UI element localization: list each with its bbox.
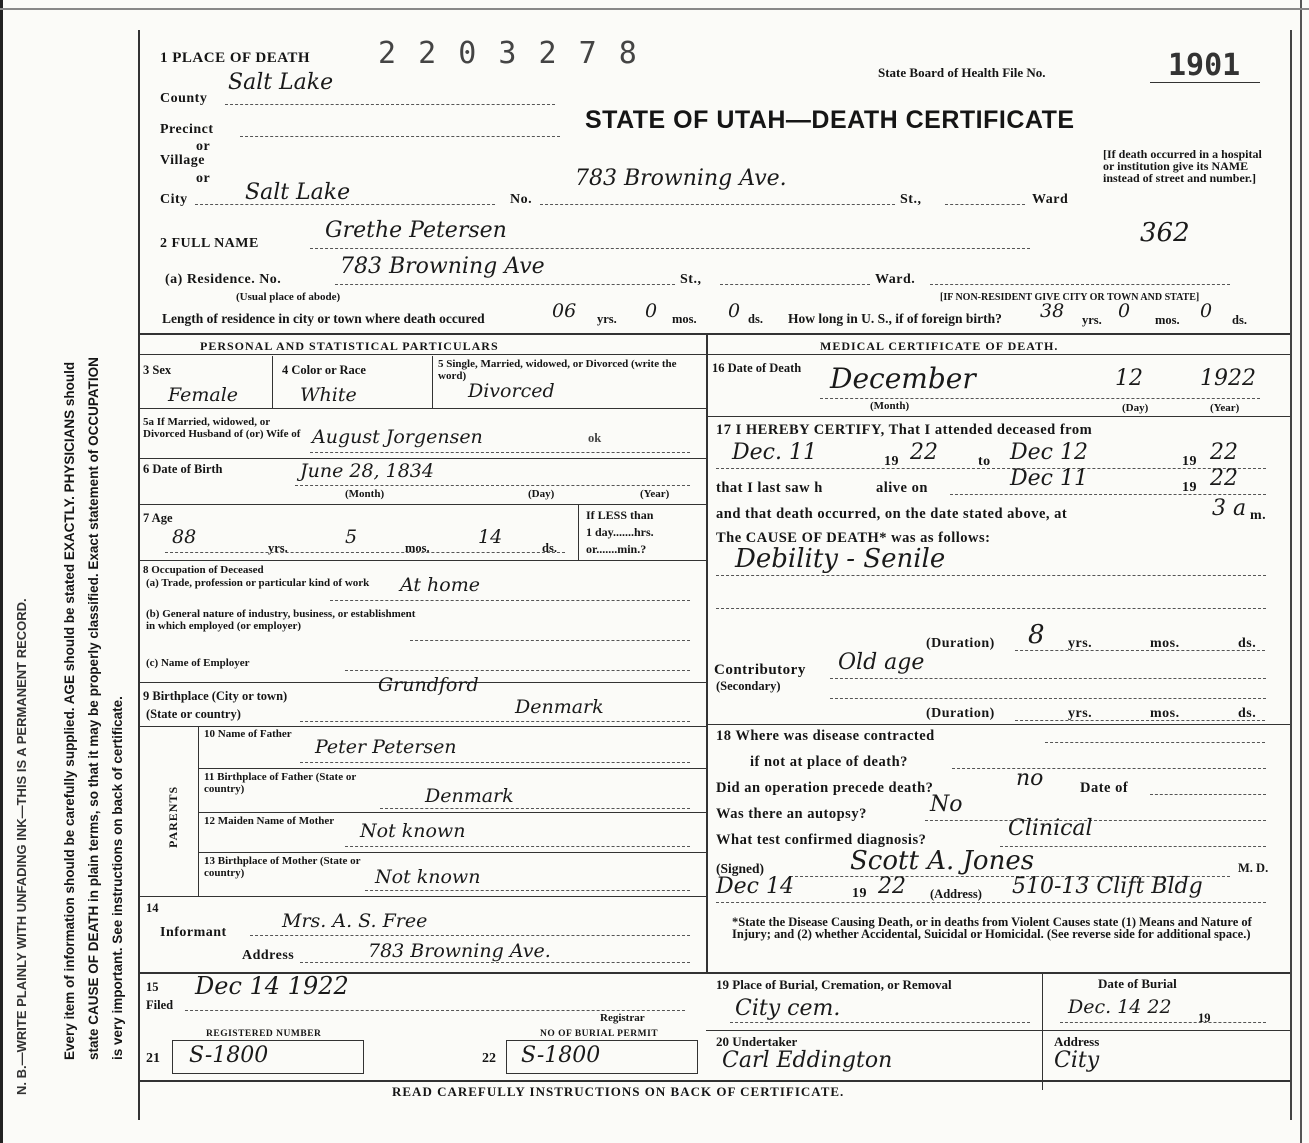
contributory-label: Contributory (714, 662, 806, 678)
side-text-line2: Every item of information should be carefully supplied. AGE should be stated EXACTLY. PHYSICIANS should (62, 361, 77, 1060)
dob-day-label: (Day) (528, 488, 555, 500)
occupation-label: 8 Occupation of Deceased (143, 564, 264, 576)
mother-birthplace-label: 13 Birthplace of Mother (State or country) (204, 855, 361, 879)
filed-value: Dec 14 1922 (195, 972, 349, 1000)
autopsy-value: No (930, 792, 963, 817)
age-days: 14 (478, 526, 503, 548)
duration-label-2: (Duration) (926, 706, 995, 721)
age-months: 5 (345, 526, 358, 548)
age-years: 88 (172, 526, 197, 548)
color-label: 4 Color or Race (282, 363, 366, 377)
birthplace-city: Grundford (378, 674, 479, 696)
age-yrs-label: yrs. (268, 541, 288, 555)
spouse-value: August Jorgensen (312, 426, 483, 448)
informant-number: 14 (146, 901, 159, 915)
death-time: 3 a (1212, 496, 1247, 521)
physician-address: 510-13 Clift Bldg (1012, 874, 1203, 899)
from-year-prefix: 19 (884, 454, 899, 469)
attended-to: Dec 12 (1010, 440, 1088, 465)
village-label: Village (160, 153, 205, 168)
signed-label: (Signed) (716, 861, 765, 876)
father-value: Peter Petersen (315, 736, 457, 758)
birthplace-label: 9 Birthplace (City or town) (143, 689, 288, 703)
informant-address-value: 783 Browning Ave. (368, 940, 551, 962)
duration-ds-label: ds. (1238, 636, 1257, 651)
operation-label: Did an operation precede death? (716, 780, 934, 796)
side-text-line4: is very important. See instructions on back of certificate. (110, 696, 125, 1060)
operation-value: no (1016, 766, 1044, 791)
informant-address-label: Address (242, 948, 295, 963)
last-saw-year-prefix: 19 (1182, 480, 1197, 495)
age-ds-label: ds. (542, 541, 557, 555)
side-text-line3: state CAUSE OF DEATH in plain terms, so that it may be properly classified. Exact statement of OCCUPATION (86, 357, 101, 1060)
residence-ward-label: Ward. (875, 272, 916, 287)
signed-year: 22 (878, 874, 906, 899)
marital-label: 5 Single, Married, widowed, or Divorced (write the word) (438, 358, 677, 382)
date-of-death-label: 16 Date of Death (712, 361, 802, 375)
form-left-border (138, 30, 140, 1120)
sex-value: Female (168, 384, 239, 406)
operation-date-label: Date of (1080, 780, 1129, 796)
top-edge (0, 8, 1309, 10)
informant-label: Informant (160, 925, 227, 940)
form-right-border (1290, 30, 1292, 1120)
to-year-prefix: 19 (1182, 454, 1197, 469)
color-value: White (300, 384, 357, 406)
less-day-label: 1 day.......hrs. (586, 525, 654, 539)
precinct-label: Precinct (160, 122, 214, 137)
if-not-label: if not at place of death? (750, 754, 908, 770)
to-year: 22 (1210, 440, 1238, 465)
death-day: 12 (1115, 366, 1143, 391)
death-day-label: (Day) (1122, 402, 1149, 414)
how-long-us-label: How long in U. S., if of foreign birth? (788, 311, 1002, 326)
ward-label: Ward (1032, 192, 1069, 207)
signed-year-prefix: 19 (852, 886, 867, 901)
certificate-title: STATE OF UTAH—DEATH CERTIFICATE (585, 106, 1075, 134)
age-mos-label: mos. (405, 541, 430, 555)
signed-date: Dec 14 (716, 874, 794, 899)
burial-date-value: Dec. 14 22 (1068, 996, 1172, 1018)
residence-value: 783 Browning Ave (340, 254, 545, 279)
test-label: What test confirmed diagnosis? (716, 832, 927, 848)
us-yrs: 38 (1040, 300, 1065, 322)
certify-label: 17 I HEREBY CERTIFY, That I attended deceased from (716, 422, 1093, 438)
sex-label: 3 Sex (143, 363, 172, 377)
cause-label: The CAUSE OF DEATH* was as follows: (716, 530, 991, 546)
less-than-label: If LESS than (586, 508, 654, 522)
footnote: *State the Disease Causing Death, or in deaths from Violent Causes state (1) Means and Nature of Injury; and (2) whether Accidental, Suicidal or Homicidal. (See reverse side for additional space.) (732, 915, 1252, 941)
mother-label: 12 Maiden Name of Mother (204, 815, 335, 827)
length-ds: 0 (728, 300, 741, 322)
duration-mos-label: mos. (1150, 636, 1180, 651)
undertaker-address-label: Address (1054, 1034, 1100, 1049)
length-yrs: 06 (552, 300, 577, 322)
stamp-number: 2 2 0 3 2 7 8 (378, 36, 639, 71)
last-saw-label: that I last saw h (716, 480, 823, 496)
from-year: 22 (910, 440, 938, 465)
test-value: Clinical (1008, 816, 1093, 841)
death-year: 1922 (1200, 366, 1256, 391)
length-mos: 0 (645, 300, 658, 322)
mother-value: Not known (360, 820, 466, 842)
or-text-1: or (196, 139, 211, 154)
to-label: to (978, 454, 991, 469)
occupation-a-label: (a) Trade, profession or particular kind of work (146, 577, 370, 589)
burial-place-label: 19 Place of Burial, Cremation, or Removal (716, 977, 952, 992)
birthplace-country: Denmark (515, 696, 604, 718)
less-min-label: or.......min.? (586, 542, 647, 556)
county-label: County (160, 91, 208, 106)
nonresident-note: [IF NON-RESIDENT GIVE CITY OR TOWN AND STATE] (940, 292, 1200, 303)
death-occurred-label: and that death occurred, on the date stated above, at (716, 506, 1068, 522)
death-month: December (830, 362, 976, 395)
file-no-label: State Board of Health File No. (878, 65, 1046, 80)
us-ds: 0 (1200, 300, 1213, 322)
marital-value: Divorced (468, 380, 555, 402)
full-name-value: Grethe Petersen (325, 218, 507, 243)
duration-value: 8 (1028, 620, 1045, 650)
physician-address-label: (Address) (930, 887, 982, 901)
burial-place-value: City cem. (735, 996, 841, 1021)
dob-value: June 28, 1834 (300, 460, 434, 482)
duration-ds-label-2: ds. (1238, 706, 1257, 721)
duration-label: (Duration) (926, 636, 995, 651)
father-label: 10 Name of Father (204, 728, 292, 740)
street-value: 783 Browning Ave. (575, 166, 787, 191)
reg-num-label: 21 (146, 1051, 160, 1066)
occupation-b-label: (b) General nature of industry, business, or establishment in which employed (or employer) (146, 608, 416, 632)
registered-number-label: REGISTERED NUMBER (206, 1029, 322, 1039)
md-label: M. D. (1238, 861, 1269, 875)
side-text-notice: N. B.—WRITE PLAINLY WITH UNFADING INK—THIS IS A PERMANENT RECORD. (14, 598, 29, 1095)
alive-on-label: alive on (876, 480, 928, 496)
duration-yrs-label: yrs. (1068, 636, 1093, 651)
dob-month-label: (Month) (345, 488, 385, 500)
last-saw-date: Dec 11 (1010, 466, 1088, 491)
length-residence-label: Length of residence in city or town where death occured (162, 311, 485, 326)
county-value: Salt Lake (228, 70, 334, 95)
dob-label: 6 Date of Birth (143, 462, 223, 476)
residence-label: (a) Residence. No. (165, 272, 282, 287)
father-birthplace-value: Denmark (425, 785, 514, 807)
undertaker-value: Carl Eddington (722, 1048, 893, 1073)
mother-birthplace-value: Not known (375, 866, 481, 888)
file-number: 1901 (1168, 48, 1241, 83)
place-of-death-label: 1 PLACE OF DEATH (160, 50, 311, 66)
yrs-label-1: yrs. (597, 312, 617, 326)
spouse-note: ok (588, 431, 602, 445)
personal-section-title: PERSONAL AND STATISTICAL PARTICULARS (200, 339, 499, 353)
death-year-label: (Year) (1210, 402, 1240, 414)
registered-number-value: S-1800 (189, 1043, 269, 1068)
last-saw-year: 22 (1210, 466, 1238, 491)
burial-permit-box (506, 1040, 698, 1074)
occupation-value: At home (400, 574, 480, 596)
city-value: Salt Lake (245, 180, 351, 205)
burial-year-suffix: 19 (1198, 1011, 1211, 1025)
mos-label-1: mos. (672, 312, 697, 326)
right-edge (1300, 0, 1302, 1143)
father-birthplace-label: 11 Birthplace of Father (State or country) (204, 771, 357, 795)
birthplace-state-label: (State or country) (146, 707, 241, 721)
yrs-label-2: yrs. (1082, 313, 1102, 327)
attended-from: Dec. 11 (732, 440, 817, 465)
st-label: St., (900, 192, 922, 207)
informant-value: Mrs. A. S. Free (282, 910, 428, 932)
duration-yrs-label-2: yrs. (1068, 706, 1093, 721)
us-mos: 0 (1118, 300, 1131, 322)
city-label: City (160, 192, 188, 207)
permit-num-label: 22 (482, 1051, 496, 1066)
burial-permit-label: NO OF BURIAL PERMIT (540, 1029, 659, 1039)
where-contracted-label: 18 Where was disease contracted (716, 728, 935, 744)
registrar-label: Registrar (600, 1012, 645, 1024)
footer-instructions: READ CAREFULLY INSTRUCTIONS ON BACK OF CERTIFICATE. (392, 1084, 845, 1099)
age-label: 7 Age (143, 511, 173, 525)
m-label: m. (1250, 508, 1267, 523)
undertaker-label: 20 Undertaker (716, 1034, 798, 1049)
ward-number: 362 (1140, 218, 1190, 248)
burial-date-label: Date of Burial (1098, 976, 1177, 991)
ds-label-2: ds. (1232, 313, 1247, 327)
mos-label-2: mos. (1155, 313, 1180, 327)
filed-label: 15 Filed (146, 980, 174, 1012)
cause-value: Debility - Senile (735, 544, 946, 574)
autopsy-label: Was there an autopsy? (716, 806, 867, 822)
parents-label: PARENTS (166, 785, 180, 848)
death-month-label: (Month) (870, 400, 910, 412)
hospital-note: [If death occurred in a hospital or institution give its NAME instead of street and number.] (1103, 147, 1262, 185)
or-text-2: or (196, 171, 211, 186)
usual-place-label: (Usual place of abode) (236, 291, 341, 303)
no-label: No. (510, 192, 533, 207)
physician-signature: Scott A. Jones (850, 846, 1035, 876)
full-name-label: 2 FULL NAME (160, 236, 259, 251)
spouse-label: 5a If Married, widowed, or Divorced Husband of (or) Wife of (143, 416, 301, 440)
ds-label-1: ds. (748, 312, 763, 326)
dob-year-label: (Year) (640, 488, 670, 500)
residence-st-label: St., (680, 272, 702, 287)
medical-section-title: MEDICAL CERTIFICATE OF DEATH. (820, 339, 1059, 353)
secondary-label: (Secondary) (716, 679, 781, 693)
undertaker-address: City (1054, 1048, 1100, 1073)
left-edge (0, 0, 3, 1143)
registered-number-box (172, 1040, 364, 1074)
employer-label: (c) Name of Employer (146, 657, 250, 669)
contributory-value: Old age (838, 650, 925, 675)
burial-permit-value: S-1800 (521, 1043, 601, 1068)
duration-mos-label-2: mos. (1150, 706, 1180, 721)
